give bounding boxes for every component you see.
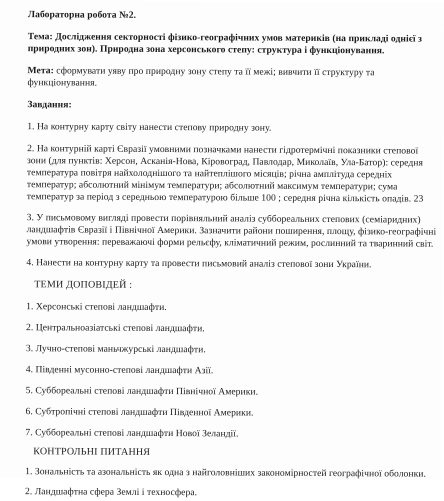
report-item-4: 4. Південні мусонно-степові ландшафти Азії. bbox=[25, 364, 214, 377]
reports-heading: ТЕМИ ДОПОВІДЕЙ : bbox=[34, 279, 133, 291]
task-2-line-2: зони (для пунктів: Херсон, Асканія-Нова, Кіровоград, Павлодар, Миколаїв, Ула-Батор): середня bbox=[26, 155, 423, 169]
questions-heading: КОНТРОЛЬНІ ПИТАННЯ bbox=[33, 446, 151, 458]
report-item-7: 7. Суббореальні степові ландшафти Нової Зеландії. bbox=[25, 427, 239, 440]
task-2-line-5: температур за період з середньою температурою більше 100 ; середня річна кількість опадів. 23 bbox=[26, 191, 424, 205]
report-item-5: 5. Суббореальні степові ландшафти Північної Америки. bbox=[25, 385, 259, 398]
task-1: 1. На контурну карту світу нанести степову природну зону. bbox=[27, 121, 272, 134]
report-item-2: 2. Центральноазіатські степові ландшафти. bbox=[25, 322, 205, 335]
tasks-label: Завдання: bbox=[27, 99, 72, 111]
task-3-line-2: ландшафтів Євразії і Північної Америки. Зазначити райони поширення, площу, фізико-географічні bbox=[26, 224, 437, 238]
task-3-line-3: умови утворення: переважаючі форми рельєфу, кліматичний режим, рослинний та тваринний світ. bbox=[26, 236, 434, 250]
task-2-line-1: 2. На контурній карті Євразії умовними позначками нанести гідротермічні показники степової bbox=[27, 143, 419, 157]
theme-label: Тема: bbox=[27, 31, 53, 43]
report-item-1: 1. Херсонські степові ландшафти. bbox=[26, 301, 167, 314]
task-3-line-1: 3. У письмовому вигляді провести порівняльний аналіз суббореальних степових (семіаридних) bbox=[26, 212, 421, 226]
theme-line-2: природних зон). Природна зона херсонського степу: структура і функціонування. bbox=[27, 43, 385, 57]
theme-text-1: Дослідження секторності фізико-географічних умов материків (на прикладі однієї з bbox=[52, 31, 423, 45]
report-item-3: 3. Лучно-степові маньчжурські ландшафти. bbox=[25, 343, 206, 356]
report-item-6: 6. Субтропічні степові ландшафти Південної Америки. bbox=[25, 406, 254, 419]
question-item-1: 1. Зональність та азональність як одна з найголовніших закономірностей географічної оболонки. bbox=[25, 466, 426, 480]
task-4: 4. Нанести на контурну карту та провести письмовий аналіз степової зони України. bbox=[26, 257, 372, 271]
goal-text-1: сформувати уяву про природну зону степу та її межі; вивчити її структуру та bbox=[53, 65, 375, 79]
goal-label: Мета: bbox=[27, 65, 54, 77]
goal-line-2: функціонування. bbox=[27, 77, 98, 89]
task-2-line-4: температур; абсолютний мінімум температури; абсолютний максимум температури; сума bbox=[26, 179, 398, 193]
document-title: Лабораторна робота №2. bbox=[27, 9, 137, 21]
question-item-2: 2. Ландшафтна сфера Землі і техносфера. bbox=[24, 486, 198, 499]
task-2-line-3: температура повітря найхолоднішого та найтеплішого місяців; річна амплітуда середніх bbox=[26, 167, 393, 181]
